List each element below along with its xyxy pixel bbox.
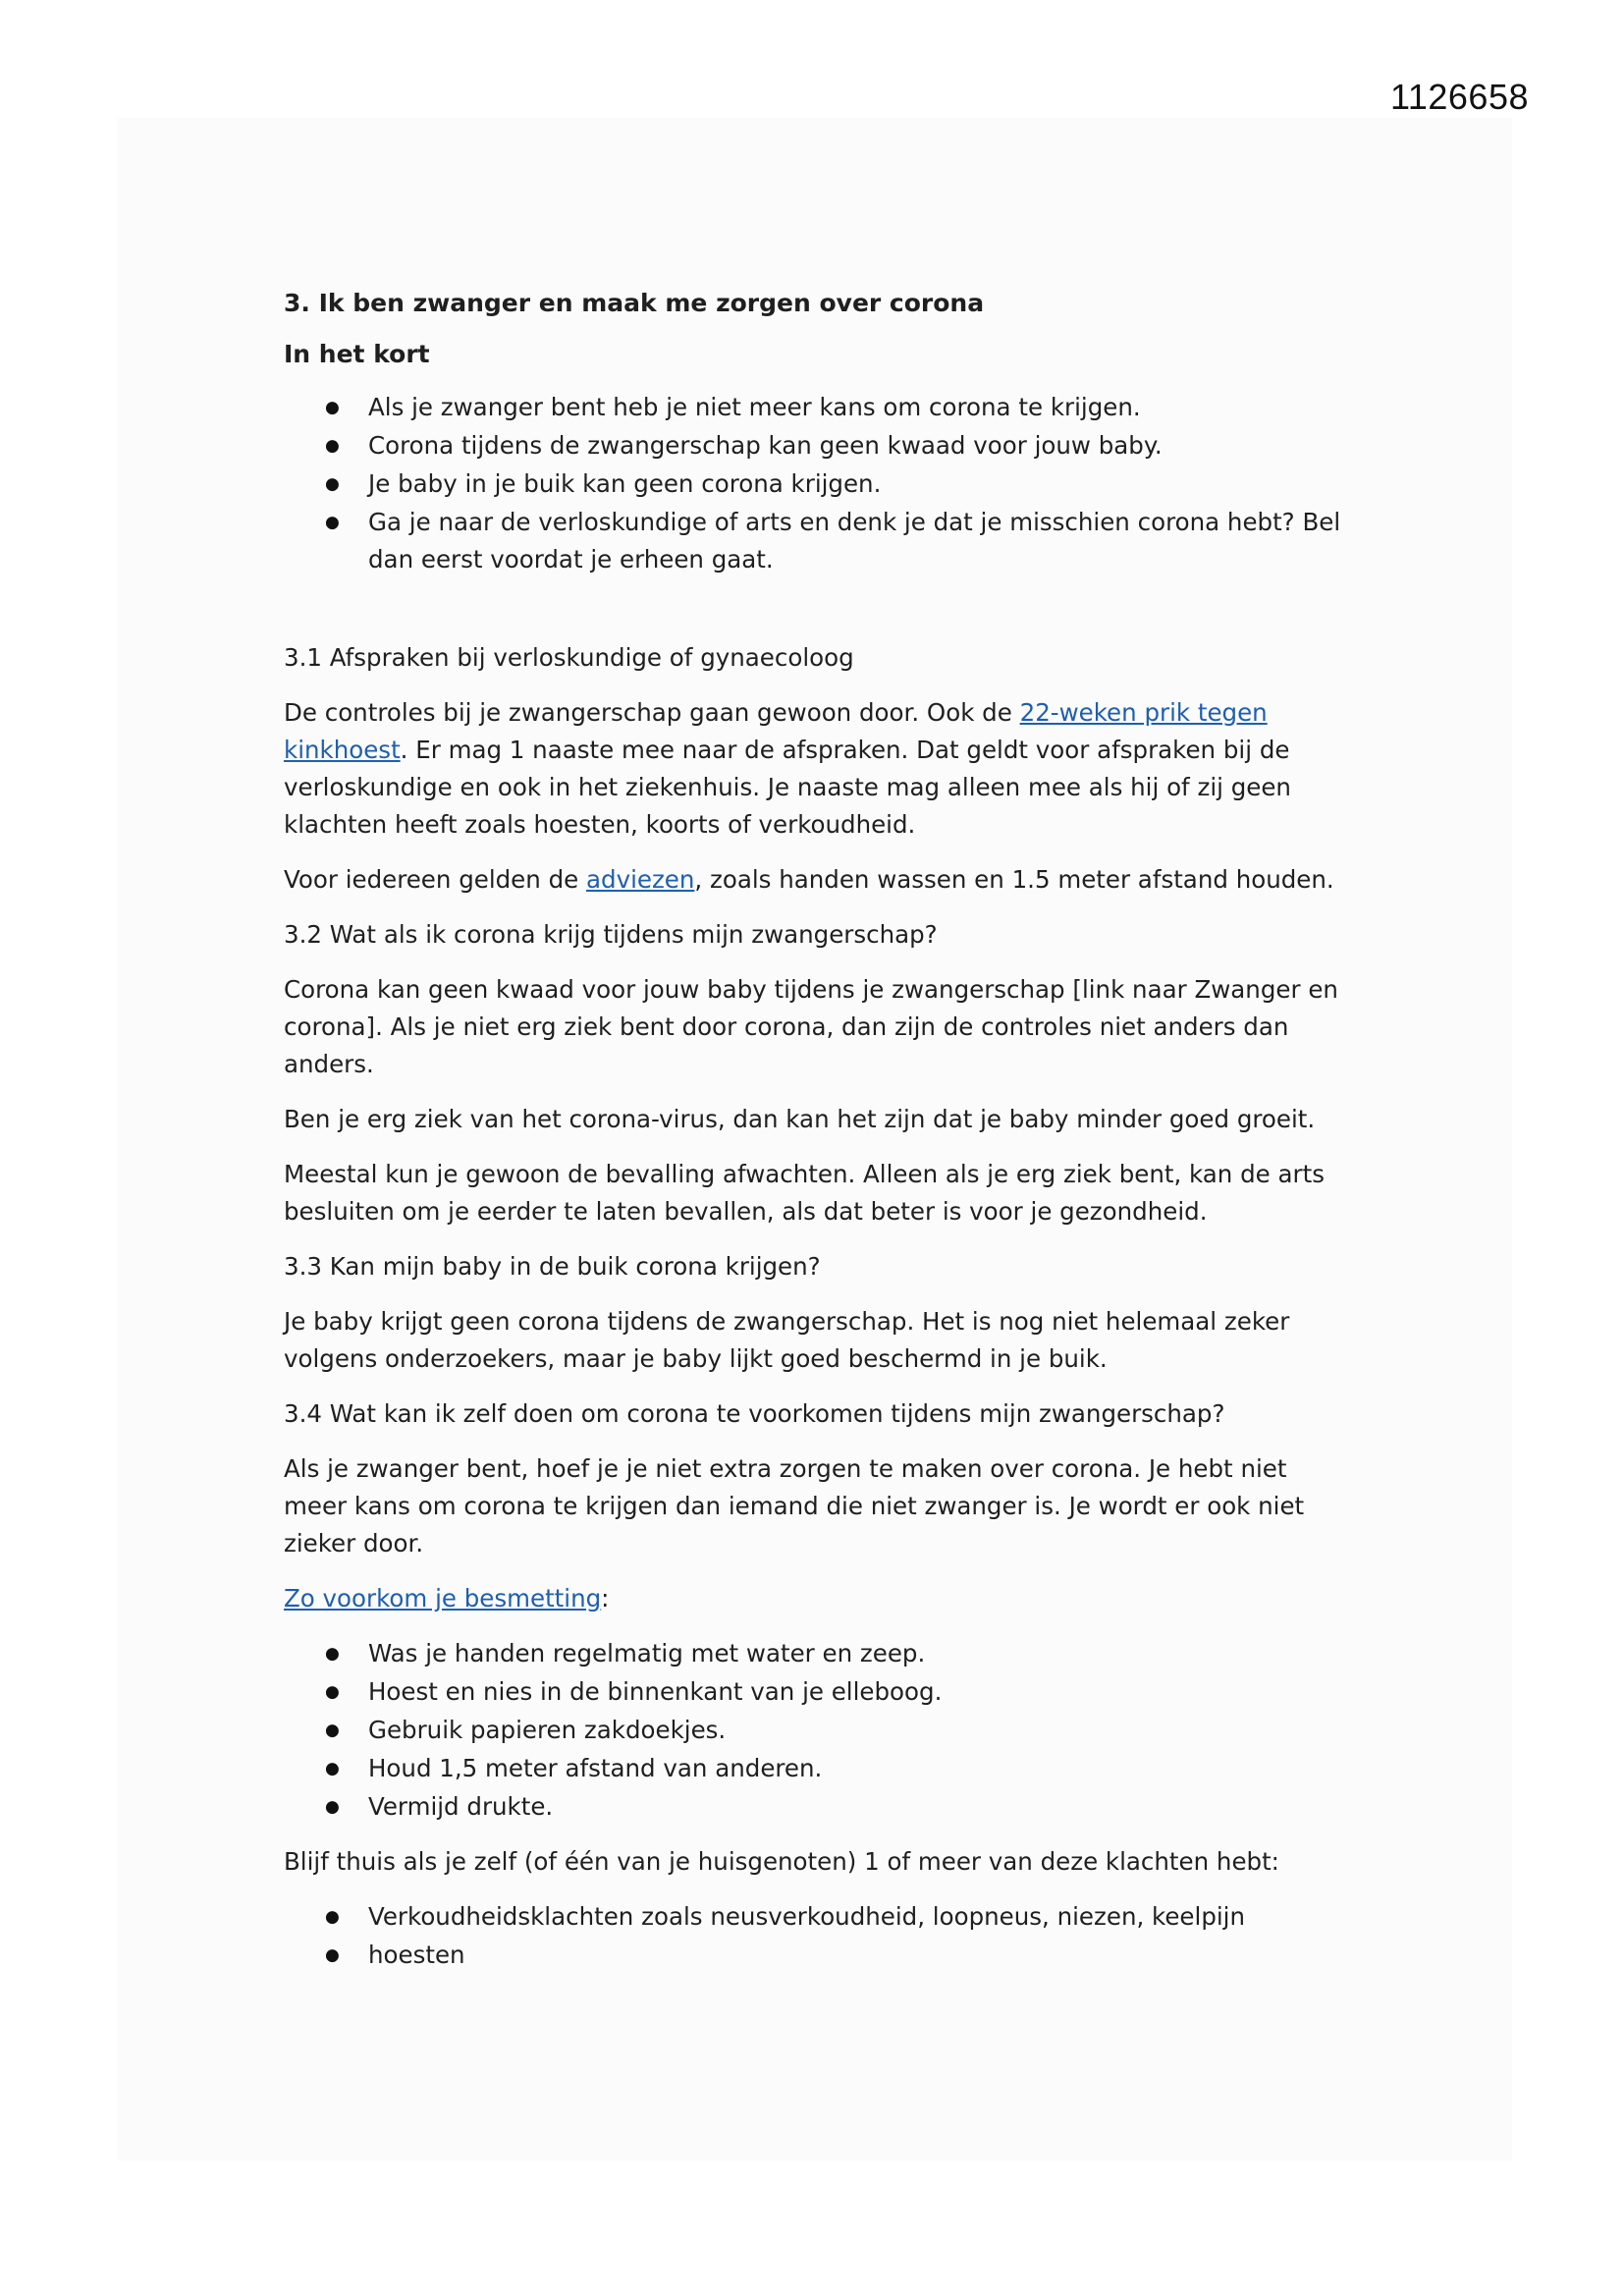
symptom-list	[284, 1898, 1354, 1974]
summary-list	[284, 389, 1354, 578]
section-3-4-paragraph-1: Als je zwanger bent, hoef je je niet extra zorgen te maken over corona. Je hebt niet meer kans om corona te krijgen dan iemand die niet zwanger is. Je wordt er ook niet zieker door.	[284, 1454, 1305, 1558]
list-item: ● Vermijd drukte.	[284, 1788, 1354, 1826]
section-3-2-paragraph-1: Corona kan geen kwaad voor jouw baby tijdens je zwangerschap [link naar Zwanger en corona]. Als je niet erg ziek bent door corona, dan zijn de controles niet anders dan anders.	[284, 975, 1338, 1078]
document-content	[284, 285, 1354, 1992]
section-3-1-paragraph-2	[284, 861, 1354, 899]
summary-heading: In het kort	[284, 340, 430, 368]
prevention-list	[284, 1635, 1354, 1826]
list-item: ● Ga je naar de verloskundige of arts en denk je dat je misschien corona hebt? Bel dan eerst voordat je erheen gaat.	[284, 504, 1354, 578]
list-item: ● Als je zwanger bent heb je niet meer kans om corona te krijgen.	[284, 389, 1354, 426]
page-number: 1126658	[1390, 77, 1529, 117]
stay-home-paragraph: Blijf thuis als je zelf (of één van je huisgenoten) 1 of meer van deze klachten hebt:	[284, 1847, 1279, 1876]
text-run: De controles bij je zwangerschap gaan gewoon door. Ook de	[284, 698, 1020, 727]
section-spacer	[284, 596, 1354, 639]
adviezen-link[interactable]: adviezen	[586, 865, 695, 894]
list-item: ● Houd 1,5 meter afstand van anderen.	[284, 1750, 1354, 1787]
prevent-infection-link[interactable]: Zo voorkom je besmetting	[284, 1584, 602, 1613]
section-3-2-paragraph-2: Ben je erg ziek van het corona-virus, dan kan het zijn dat je baby minder goed groeit.	[284, 1105, 1316, 1133]
list-item: ● Je baby in je buik kan geen corona krijgen.	[284, 465, 1354, 503]
section-3-4-heading: 3.4 Wat kan ik zelf doen om corona te voorkomen tijdens mijn zwangerschap?	[284, 1399, 1225, 1428]
list-item: ● Corona tijdens de zwangerschap kan geen kwaad voor jouw baby.	[284, 427, 1354, 465]
list-item: ● Hoest en nies in de binnenkant van je elleboog.	[284, 1673, 1354, 1711]
section-3-3-heading: 3.3 Kan mijn baby in de buik corona krijgen?	[284, 1252, 821, 1281]
section-3-1-paragraph-1	[284, 694, 1354, 844]
list-item: ● Was je handen regelmatig met water en zeep.	[284, 1635, 1354, 1672]
list-item: ● hoesten	[284, 1937, 1354, 1974]
text-run: Voor iedereen gelden de	[284, 865, 586, 894]
section-3-3-paragraph-1: Je baby krijgt geen corona tijdens de zwangerschap. Het is nog niet helemaal zeker volgens onderzoekers, maar je baby lijkt goed beschermd in je buik.	[284, 1307, 1290, 1373]
section-3-2-paragraph-3: Meestal kun je gewoon de bevalling afwachten. Alleen als je erg ziek bent, kan de arts besluiten om je eerder te laten bevallen, als dat beter is voor je gezondheid.	[284, 1160, 1325, 1226]
prevention-intro	[284, 1580, 1354, 1617]
text-run: :	[601, 1584, 610, 1613]
kinkhoest-link[interactable]: 22-weken prik tegen kinkhoest	[284, 698, 1268, 764]
document-title: 3. Ik ben zwanger en maak me zorgen over corona	[284, 289, 985, 317]
section-3-1-heading: 3.1 Afspraken bij verloskundige of gynaecoloog	[284, 643, 854, 672]
list-item: ● Gebruik papieren zakdoekjes.	[284, 1712, 1354, 1749]
text-run: , zoals handen wassen en 1.5 meter afstand houden.	[694, 865, 1334, 894]
text-run: . Er mag 1 naaste mee naar de afspraken. Dat geldt voor afspraken bij de verloskundige en ook in het ziekenhuis. Je naaste mag alleen mee als hij of zij geen klachten heeft zoals hoesten, koorts of verkoudheid.	[284, 736, 1291, 839]
list-item: ● Verkoudheidsklachten zoals neusverkoudheid, loopneus, niezen, keelpijn	[284, 1898, 1354, 1936]
section-3-2-heading: 3.2 Wat als ik corona krijg tijdens mijn zwangerschap?	[284, 920, 938, 949]
